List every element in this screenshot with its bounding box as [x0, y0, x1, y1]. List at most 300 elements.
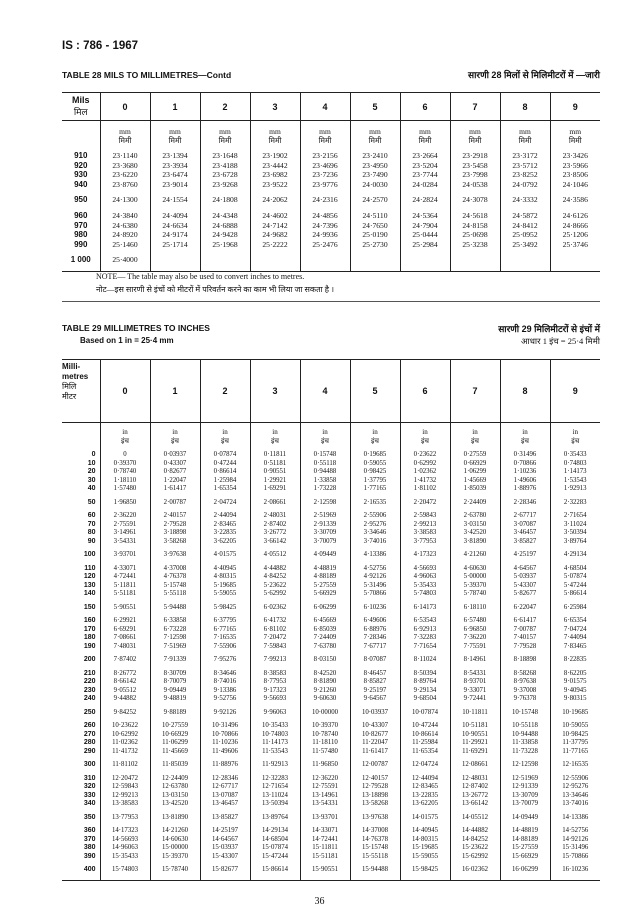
value-cell: 2·24409 [450, 499, 500, 508]
value-cell: 8·14961 [450, 656, 500, 665]
value-cell: 7·16535 [200, 634, 250, 643]
spacer-cell [200, 265, 250, 272]
table28-note-hi: नोट—इस सारणी से इंचों को मीटरों में परिवर्तन करने का काम भी लिया जा सकता है । [96, 285, 334, 294]
value-cell: 15·86614 [250, 866, 300, 875]
value-cell: 0·74803 [550, 460, 600, 469]
value-cell: 8·22835 [550, 656, 600, 665]
value-cell: 1·10236 [500, 468, 550, 477]
value-cell: 10·86614 [400, 731, 450, 740]
value-cell: 24·8412 [500, 221, 550, 231]
value-cell: 3·07087 [500, 521, 550, 530]
value-cell: 6·92913 [400, 626, 450, 635]
value-cell: 14·64567 [200, 836, 250, 845]
value-cell [550, 255, 600, 265]
table-row [62, 468, 600, 477]
value-cell: 5·94488 [150, 604, 200, 613]
value-cell: 9·60630 [300, 695, 350, 704]
value-cell: 3·93701 [100, 551, 150, 560]
value-cell: 15·94488 [350, 866, 400, 875]
spacer-cell [300, 875, 350, 881]
unit-cell: मिमी [400, 136, 450, 145]
row-label-cell: 10 [87, 459, 96, 467]
unit-cell: इंच [150, 437, 200, 446]
value-cell: 13·70079 [500, 800, 550, 809]
value-cell: 10·00000 [300, 709, 350, 718]
value-cell: 8·85827 [350, 678, 400, 687]
value-cell: 15·74803 [100, 866, 150, 875]
value-cell: 11·49606 [200, 748, 250, 757]
row-label-cell: 50 [87, 498, 96, 506]
value-cell: 23·3172 [500, 151, 550, 161]
row-label-cell: 0 [91, 451, 96, 458]
unit-row-en [62, 127, 600, 136]
value-cell: 6·22047 [500, 604, 550, 613]
value-cell: 14·72441 [300, 836, 350, 845]
value-cell: 15·90551 [300, 866, 350, 875]
table-row [62, 761, 600, 770]
value-cell: 0·31496 [500, 451, 550, 460]
row-label-cell: 310 [83, 774, 96, 782]
value-cell: 24·2316 [300, 195, 350, 205]
value-cell: 14·25197 [200, 827, 250, 836]
value-cell: 25·2984 [400, 240, 450, 250]
value-cell: 3·77953 [400, 538, 450, 547]
table-row [62, 634, 600, 643]
table28-row-header-hi: मिल [73, 107, 88, 117]
value-cell: 10·90551 [450, 731, 500, 740]
value-cell: 7·44094 [550, 634, 600, 643]
value-cell: 5·78740 [450, 590, 500, 599]
value-cell: 0·86614 [200, 468, 250, 477]
value-cell: 12·16535 [550, 761, 600, 770]
value-cell: 13·62205 [400, 800, 450, 809]
value-cell: 15·03937 [200, 844, 250, 853]
table28-title-hi: सारणी 28 मिलों से मिलिमीटरों में —जारी [468, 70, 600, 80]
value-cell: 13·58268 [350, 800, 400, 809]
row-label-cell: 390 [83, 852, 96, 860]
table28-col-header: 1 [150, 93, 200, 121]
value-cell: 8·54331 [450, 670, 500, 679]
table-row [62, 529, 600, 538]
value-cell: 24·5872 [500, 211, 550, 221]
value-cell: 14·60630 [150, 836, 200, 845]
table29-row-header [62, 360, 100, 423]
value-cell: 4·52756 [350, 565, 400, 574]
spacer-cell [200, 875, 250, 881]
value-cell: 11·61417 [350, 748, 400, 757]
value-cell: 8·50394 [400, 670, 450, 679]
value-cell: 14·21260 [150, 827, 200, 836]
unit-cell: in [400, 428, 450, 437]
value-cell: 24·2824 [400, 195, 450, 205]
table-row [62, 255, 600, 265]
table-row [62, 739, 600, 748]
value-cell: 2·59843 [400, 512, 450, 521]
spacer-cell [250, 265, 300, 272]
value-cell: 2·16535 [350, 499, 400, 508]
row-label-cell: 320 [83, 783, 96, 790]
value-cell: 25·4000 [100, 255, 150, 265]
value-cell: 24·4348 [200, 211, 250, 221]
value-cell: 6·29921 [100, 617, 150, 626]
row-label-cell: 930 [74, 170, 88, 180]
value-cell: 23·7744 [400, 170, 450, 180]
value-cell: 2·48031 [250, 512, 300, 521]
value-cell: 8·11024 [400, 656, 450, 665]
value-cell: 12·40157 [350, 775, 400, 784]
row-label-cell: 230 [83, 686, 96, 694]
value-cell: 15·62992 [450, 853, 500, 862]
table-row [62, 783, 600, 792]
value-cell: 24·0030 [350, 180, 400, 190]
table-row [62, 827, 600, 836]
value-cell: 7·20472 [250, 634, 300, 643]
value-cell: 1·49606 [500, 477, 550, 486]
value-cell: 9·56693 [250, 695, 300, 704]
value-cell: 4·56693 [400, 565, 450, 574]
value-cell: 23·9268 [200, 180, 250, 190]
value-cell: 23·5458 [450, 161, 500, 171]
value-cell: 24·8158 [450, 221, 500, 231]
value-cell [250, 255, 300, 265]
value-cell: 12·71654 [250, 783, 300, 792]
value-cell: 14·40945 [400, 827, 450, 836]
value-cell: 1·69291 [250, 485, 300, 494]
value-cell [300, 255, 350, 265]
value-cell: 14·09449 [500, 814, 550, 823]
value-cell: 24·6380 [100, 221, 150, 231]
value-cell: 0·70866 [500, 460, 550, 469]
value-cell: 13·66142 [450, 800, 500, 809]
value-cell: 9·29134 [400, 687, 450, 696]
value-cell: 23·4950 [350, 161, 400, 171]
table28-header-row [62, 93, 600, 121]
value-cell: 1·06299 [450, 468, 500, 477]
value-cell: 2·91339 [300, 521, 350, 530]
table-row [62, 866, 600, 875]
value-cell: 11·18110 [300, 739, 350, 748]
table29-col-header: 4 [300, 360, 350, 423]
value-cell: 6·77165 [200, 626, 250, 635]
table-row [62, 643, 600, 652]
value-cell: 10·62992 [100, 731, 150, 740]
table28-col-header: 8 [500, 93, 550, 121]
value-cell: 9·96063 [250, 709, 300, 718]
value-cell: 12·83465 [400, 783, 450, 792]
value-cell: 11·73228 [500, 748, 550, 757]
row-label-cell: 940 [74, 179, 88, 189]
table-row [62, 460, 600, 469]
value-cell: 3·18898 [150, 529, 200, 538]
spacer-cell [450, 265, 500, 272]
value-cell: 15·27559 [500, 844, 550, 853]
value-cell: 0·15748 [300, 451, 350, 460]
table-row [62, 180, 600, 190]
value-cell: 9·25197 [350, 687, 400, 696]
value-cell: 1·96850 [100, 499, 150, 508]
value-cell: 0·19685 [350, 451, 400, 460]
value-cell: 1·53543 [550, 477, 600, 486]
value-cell: 23·4442 [250, 161, 300, 171]
table29-col-header: 7 [450, 360, 500, 423]
value-cell: 1·57480 [100, 485, 150, 494]
row-label-cell: 920 [74, 160, 88, 170]
value-cell: 13·11024 [250, 792, 300, 801]
value-cell: 25·3238 [450, 240, 500, 250]
value-cell: 15·66929 [500, 853, 550, 862]
value-cell: 1·25984 [200, 477, 250, 486]
table28-body [62, 121, 600, 272]
row-label-cell: 150 [83, 603, 96, 611]
table-row [62, 775, 600, 784]
spacer-cell [150, 265, 200, 272]
value-cell: 7·24409 [300, 634, 350, 643]
value-cell: 16·02362 [450, 866, 500, 875]
table-row [62, 161, 600, 171]
value-cell [500, 255, 550, 265]
value-cell: 25·2476 [300, 240, 350, 250]
value-cell: 13·38583 [100, 800, 150, 809]
value-cell: 6·18110 [450, 604, 500, 613]
row-label-cell: 200 [83, 656, 96, 663]
value-cell: 3·66142 [250, 538, 300, 547]
value-cell: 2·04724 [200, 499, 250, 508]
value-cell [150, 255, 200, 265]
unit-cell: mm [400, 127, 450, 136]
value-cell: 13·46457 [200, 800, 250, 809]
value-cell: 5·31496 [350, 582, 400, 591]
value-cell: 1·37795 [350, 477, 400, 486]
row-label-cell: 60 [87, 512, 96, 519]
table-row [62, 485, 600, 494]
value-cell: 24·7142 [250, 221, 300, 231]
value-cell: 11·22047 [350, 739, 400, 748]
value-cell: 9·17323 [250, 687, 300, 696]
value-cell: 10·23622 [100, 722, 150, 731]
value-cell: 9·92126 [200, 709, 250, 718]
value-cell: 4·44882 [250, 565, 300, 574]
value-cell: 23·3680 [100, 161, 150, 171]
table28-col-header: 7 [450, 93, 500, 121]
value-cell: 13·22835 [400, 792, 450, 801]
value-cell: 11·02362 [100, 739, 150, 748]
unit-cell: इंच [100, 437, 150, 446]
table28-title-en: TABLE 28 MILS TO MILLIMETRES—Contd [62, 70, 232, 80]
value-cell: 6·45669 [300, 617, 350, 626]
row-label-cell: 970 [74, 220, 88, 230]
unit-cell: मिमी [150, 136, 200, 145]
table29-col-header: 6 [400, 360, 450, 423]
value-cell: 15·82677 [200, 866, 250, 875]
unit-cell: mm [250, 127, 300, 136]
value-cell: 0·43307 [150, 460, 200, 469]
row-label-cell: 250 [83, 708, 96, 716]
value-cell: 14·33071 [300, 827, 350, 836]
table29-title-hi: सारणी 29 मिलिमीटरों से इंचों में [498, 324, 600, 334]
value-cell: 12·28346 [200, 775, 250, 784]
table28-col-header: 5 [350, 93, 400, 121]
value-cell: 10·47244 [400, 722, 450, 731]
unit-cell: मिमी [450, 136, 500, 145]
value-cell: 13·77953 [100, 814, 150, 823]
spacer-cell [350, 265, 400, 272]
value-cell: 25·0952 [500, 230, 550, 240]
table-row [62, 853, 600, 862]
table29-col-header: 1 [150, 360, 200, 423]
unit-cell: in [550, 428, 600, 437]
value-cell: 24·3332 [500, 195, 550, 205]
value-cell: 2·71654 [550, 512, 600, 521]
standard-number: IS : 786 - 1967 [62, 40, 139, 52]
spacer-cell [62, 875, 100, 881]
value-cell: 8·70079 [150, 678, 200, 687]
value-cell: 24·1554 [150, 195, 200, 205]
value-cell: 8·26772 [100, 670, 150, 679]
value-cell [200, 255, 250, 265]
table-row [62, 695, 600, 704]
value-cell: 7·83465 [550, 643, 600, 652]
table29-col-header: 3 [250, 360, 300, 423]
table-row [62, 512, 600, 521]
value-cell: 24·4602 [250, 211, 300, 221]
row-label-cell: 1 000 [70, 255, 91, 265]
value-cell: 23·6474 [150, 170, 200, 180]
table29-body [62, 423, 600, 881]
value-cell: 14·76378 [350, 836, 400, 845]
value-cell: 4·84252 [250, 573, 300, 582]
value-cell: 13·14961 [300, 792, 350, 801]
value-cell: 9·52756 [200, 695, 250, 704]
value-cell: 23·6982 [250, 170, 300, 180]
unit-row-en [62, 428, 600, 437]
row-label-cell: 100 [83, 551, 96, 558]
value-cell: 23·1902 [250, 151, 300, 161]
table-row [62, 748, 600, 757]
value-cell: 0·98425 [350, 468, 400, 477]
value-cell: 24·9174 [150, 230, 200, 240]
value-cell: 15·07874 [250, 844, 300, 853]
unit-cell: मिमी [550, 136, 600, 145]
row-label-cell: 280 [83, 739, 96, 746]
value-cell: 9·84252 [100, 709, 150, 718]
table-row [62, 814, 600, 823]
value-cell: 13·89764 [250, 814, 300, 823]
value-cell: 14·84252 [450, 836, 500, 845]
table-row [62, 477, 600, 486]
unit-row-hi [62, 136, 600, 145]
value-cell: 13·85827 [200, 814, 250, 823]
value-cell: 3·03150 [450, 521, 500, 530]
unit-cell: इंच [300, 437, 350, 446]
value-cell: 8·81890 [300, 678, 350, 687]
row-label-cell: 110 [84, 564, 96, 572]
value-cell: 11·92913 [250, 761, 300, 770]
value-cell: 10·59055 [550, 722, 600, 731]
value-cell: 14·37008 [350, 827, 400, 836]
value-cell: 1·81102 [400, 485, 450, 494]
value-cell: 23·5966 [550, 161, 600, 171]
value-cell: 4·60630 [450, 565, 500, 574]
value-cell: 12·51969 [500, 775, 550, 784]
value-cell: 14·56693 [100, 836, 150, 845]
value-cell: 4·64567 [500, 565, 550, 574]
value-cell: 0·51181 [250, 460, 300, 469]
spacer-cell [250, 875, 300, 881]
value-cell: 10·94488 [500, 731, 550, 740]
value-cell: 1·77165 [350, 485, 400, 494]
value-cell: 13·03150 [150, 792, 200, 801]
value-cell: 11·10236 [200, 739, 250, 748]
spacer-cell [400, 875, 450, 881]
value-cell: 10·03937 [350, 709, 400, 718]
table28-note-en: NOTE— The table may also be used to convert inches to metres. [96, 272, 305, 281]
table-row [62, 151, 600, 161]
value-cell: 12·55906 [550, 775, 600, 784]
value-cell: 12·67717 [200, 783, 250, 792]
value-cell: 5·07874 [550, 573, 600, 582]
table29-header-row [62, 360, 600, 423]
value-cell: 24·4856 [300, 211, 350, 221]
value-cell: 3·46457 [500, 529, 550, 538]
table-row [62, 687, 600, 696]
unit-cell: in [100, 428, 150, 437]
value-cell: 7·40157 [500, 634, 550, 643]
value-cell: 5·70866 [350, 590, 400, 599]
value-cell: 6·81102 [250, 626, 300, 635]
value-cell: 4·72441 [100, 573, 150, 582]
value-cell: 11·29921 [450, 739, 500, 748]
value-cell: 4·33071 [100, 565, 150, 574]
value-cell: 4·17323 [400, 551, 450, 560]
unit-cell: mm [100, 127, 150, 136]
value-cell: 7·63780 [300, 643, 350, 652]
table-row [62, 722, 600, 731]
value-cell: 24·9936 [300, 230, 350, 240]
row-label-cell: 980 [74, 230, 88, 240]
unit-cell: मिमी [500, 136, 550, 145]
value-cell: 12·36220 [300, 775, 350, 784]
row-label-cell: 300 [83, 761, 96, 768]
value-cell: 1·33858 [300, 477, 350, 486]
value-cell: 11·85039 [150, 761, 200, 770]
value-cell: 23·8506 [550, 170, 600, 180]
value-cell: 25·0190 [350, 230, 400, 240]
value-cell: 2·32283 [550, 499, 600, 508]
value-cell: 24·0538 [450, 180, 500, 190]
value-cell: 6·41732 [250, 617, 300, 626]
value-cell: 4·21260 [450, 551, 500, 560]
value-cell: 2·67717 [500, 512, 550, 521]
value-cell: 24·7650 [350, 221, 400, 231]
value-cell: 4·48819 [300, 565, 350, 574]
value-cell: 16·10236 [550, 866, 600, 875]
row-label-cell: 20 [87, 468, 96, 475]
value-cell: 2·08661 [250, 499, 300, 508]
value-cell: 11·41732 [100, 748, 150, 757]
value-cell: 3·38583 [400, 529, 450, 538]
value-cell: 25·3492 [500, 240, 550, 250]
value-cell: 1·45669 [450, 477, 500, 486]
table29-basis-hi: आधार 1 इंच = 25·4 मिमी [521, 336, 600, 346]
value-cell: 11·65354 [400, 748, 450, 757]
value-cell: 25·3746 [550, 240, 600, 250]
value-cell: 0·78740 [100, 468, 150, 477]
row-label-cell: 290 [83, 747, 96, 755]
value-cell: 10·82677 [350, 731, 400, 740]
value-cell: 11·45669 [150, 748, 200, 757]
value-cell: 12·75591 [300, 783, 350, 792]
value-cell: 23·6220 [100, 170, 150, 180]
